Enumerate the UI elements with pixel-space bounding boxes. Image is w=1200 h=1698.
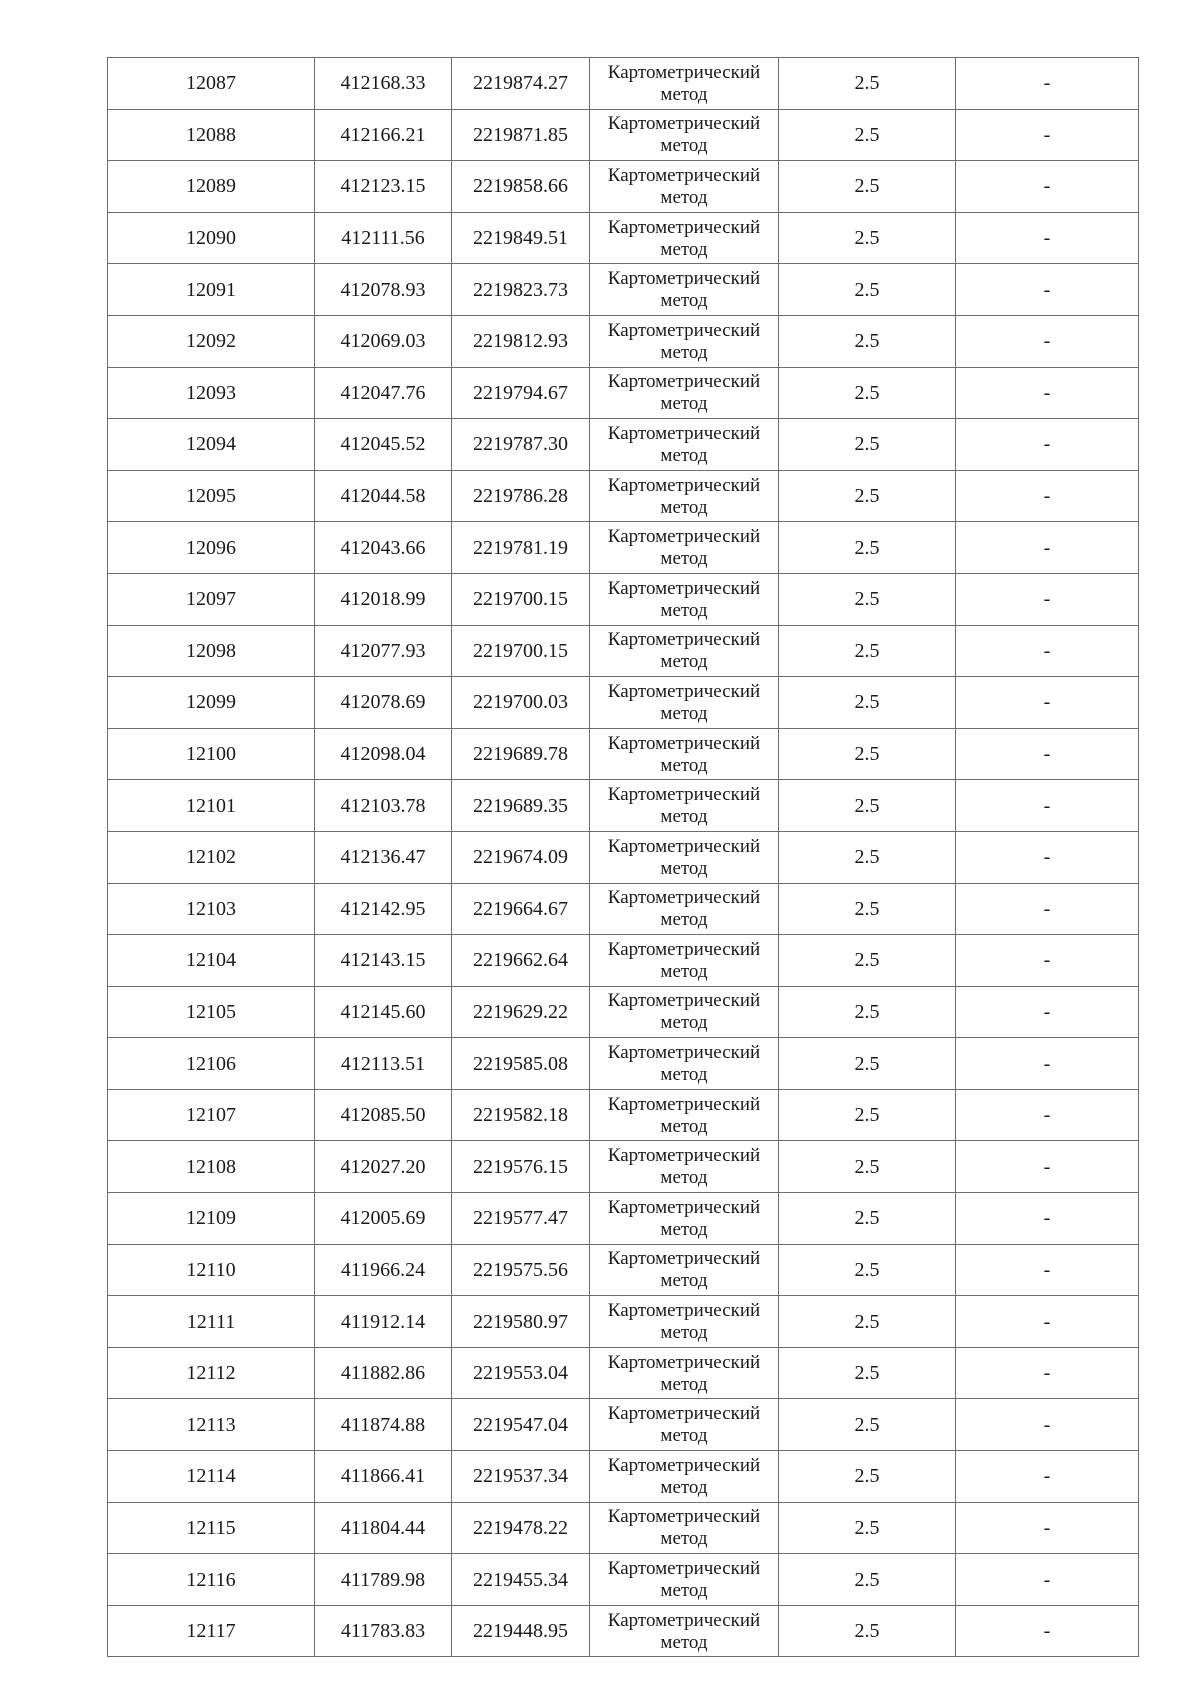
method-line-1: Картометрический	[607, 371, 761, 393]
method-line-2: метод	[660, 651, 708, 673]
table-row	[108, 161, 1139, 213]
accuracy-cell: 2.5	[779, 935, 956, 987]
x-coordinate-cell: 412085.50	[315, 1089, 452, 1141]
method-cell	[590, 419, 779, 471]
note-cell: -	[956, 780, 1139, 832]
accuracy-cell: 2.5	[779, 986, 956, 1038]
accuracy-cell: 2.5	[779, 1089, 956, 1141]
x-coordinate-cell: 412078.69	[315, 677, 452, 729]
method-line-1: Картометрический	[607, 784, 761, 806]
method-cell	[590, 161, 779, 213]
method-cell	[590, 1347, 779, 1399]
method-cell	[590, 935, 779, 987]
method-line-1: Картометрический	[607, 216, 761, 238]
y-coordinate-cell: 2219781.19	[452, 522, 590, 574]
method-cell	[590, 1502, 779, 1554]
method-line-1: Картометрический	[607, 164, 761, 186]
y-coordinate-cell: 2219629.22	[452, 986, 590, 1038]
accuracy-cell: 2.5	[779, 1554, 956, 1606]
method-cell	[590, 1605, 779, 1657]
table-row	[108, 419, 1139, 471]
y-coordinate-cell: 2219689.78	[452, 728, 590, 780]
x-coordinate-cell: 412136.47	[315, 831, 452, 883]
y-coordinate-cell: 2219700.03	[452, 677, 590, 729]
point-number-cell: 12102	[108, 831, 315, 883]
accuracy-cell: 2.5	[779, 315, 956, 367]
method-line-1: Картометрический	[607, 887, 761, 909]
x-coordinate-cell: 412077.93	[315, 625, 452, 677]
table-row	[108, 109, 1139, 161]
method-line-2: метод	[660, 186, 708, 208]
accuracy-cell: 2.5	[779, 109, 956, 161]
note-cell: -	[956, 1451, 1139, 1503]
point-number-cell: 12108	[108, 1141, 315, 1193]
y-coordinate-cell: 2219823.73	[452, 264, 590, 316]
table-row	[108, 1296, 1139, 1348]
method-cell	[590, 831, 779, 883]
x-coordinate-cell: 412043.66	[315, 522, 452, 574]
coordinates-table	[107, 57, 1139, 1657]
note-cell: -	[956, 935, 1139, 987]
x-coordinate-cell: 411874.88	[315, 1399, 452, 1451]
table-row	[108, 728, 1139, 780]
y-coordinate-cell: 2219537.34	[452, 1451, 590, 1503]
method-line-1: Картометрический	[607, 474, 761, 496]
table-row	[108, 212, 1139, 264]
y-coordinate-cell: 2219874.27	[452, 58, 590, 110]
x-coordinate-cell: 412123.15	[315, 161, 452, 213]
note-cell: -	[956, 831, 1139, 883]
table-row	[108, 1502, 1139, 1554]
point-number-cell: 12115	[108, 1502, 315, 1554]
method-cell	[590, 1296, 779, 1348]
x-coordinate-cell: 412069.03	[315, 315, 452, 367]
method-line-2: метод	[660, 754, 708, 776]
table-row	[108, 625, 1139, 677]
method-line-2: метод	[660, 909, 708, 931]
method-line-2: метод	[660, 1115, 708, 1137]
accuracy-cell: 2.5	[779, 1038, 956, 1090]
method-line-2: метод	[660, 857, 708, 879]
method-cell	[590, 1141, 779, 1193]
method-cell	[590, 780, 779, 832]
point-number-cell: 12114	[108, 1451, 315, 1503]
table-row	[108, 573, 1139, 625]
method-line-2: метод	[660, 238, 708, 260]
method-line-2: метод	[660, 1631, 708, 1653]
table-row	[108, 883, 1139, 935]
note-cell: -	[956, 1399, 1139, 1451]
note-cell: -	[956, 677, 1139, 729]
note-cell: -	[956, 58, 1139, 110]
accuracy-cell: 2.5	[779, 1399, 956, 1451]
table-row	[108, 986, 1139, 1038]
method-line-2: метод	[660, 1528, 708, 1550]
y-coordinate-cell: 2219478.22	[452, 1502, 590, 1554]
note-cell: -	[956, 1502, 1139, 1554]
method-line-2: метод	[660, 1322, 708, 1344]
accuracy-cell: 2.5	[779, 625, 956, 677]
note-cell: -	[956, 1141, 1139, 1193]
y-coordinate-cell: 2219700.15	[452, 625, 590, 677]
method-line-2: метод	[660, 393, 708, 415]
method-line-1: Картометрический	[607, 526, 761, 548]
note-cell: -	[956, 419, 1139, 471]
y-coordinate-cell: 2219553.04	[452, 1347, 590, 1399]
table-row	[108, 1347, 1139, 1399]
method-cell	[590, 677, 779, 729]
x-coordinate-cell: 412143.15	[315, 935, 452, 987]
point-number-cell: 12093	[108, 367, 315, 419]
method-line-2: метод	[660, 1476, 708, 1498]
accuracy-cell: 2.5	[779, 522, 956, 574]
method-cell	[590, 58, 779, 110]
x-coordinate-cell: 411783.83	[315, 1605, 452, 1657]
y-coordinate-cell: 2219689.35	[452, 780, 590, 832]
method-cell	[590, 1554, 779, 1606]
method-line-2: метод	[660, 341, 708, 363]
method-cell	[590, 264, 779, 316]
x-coordinate-cell: 412145.60	[315, 986, 452, 1038]
accuracy-cell: 2.5	[779, 780, 956, 832]
x-coordinate-cell: 412103.78	[315, 780, 452, 832]
accuracy-cell: 2.5	[779, 470, 956, 522]
point-number-cell: 12104	[108, 935, 315, 987]
method-line-1: Картометрический	[607, 61, 761, 83]
x-coordinate-cell: 411912.14	[315, 1296, 452, 1348]
note-cell: -	[956, 1089, 1139, 1141]
accuracy-cell: 2.5	[779, 161, 956, 213]
accuracy-cell: 2.5	[779, 1193, 956, 1245]
method-cell	[590, 986, 779, 1038]
method-cell	[590, 728, 779, 780]
method-cell	[590, 1089, 779, 1141]
point-number-cell: 12116	[108, 1554, 315, 1606]
method-line-1: Картометрический	[607, 1042, 761, 1064]
table-row	[108, 780, 1139, 832]
point-number-cell: 12087	[108, 58, 315, 110]
point-number-cell: 12106	[108, 1038, 315, 1090]
point-number-cell: 12094	[108, 419, 315, 471]
method-line-1: Картометрический	[607, 1609, 761, 1631]
accuracy-cell: 2.5	[779, 1347, 956, 1399]
table-row	[108, 1554, 1139, 1606]
y-coordinate-cell: 2219585.08	[452, 1038, 590, 1090]
x-coordinate-cell: 412142.95	[315, 883, 452, 935]
method-line-2: метод	[660, 960, 708, 982]
note-cell: -	[956, 315, 1139, 367]
x-coordinate-cell: 411789.98	[315, 1554, 452, 1606]
method-line-2: метод	[660, 1580, 708, 1602]
point-number-cell: 12107	[108, 1089, 315, 1141]
method-line-2: метод	[660, 806, 708, 828]
y-coordinate-cell: 2219871.85	[452, 109, 590, 161]
coordinates-table-body	[108, 58, 1139, 1657]
method-cell	[590, 1038, 779, 1090]
note-cell: -	[956, 1193, 1139, 1245]
x-coordinate-cell: 411882.86	[315, 1347, 452, 1399]
accuracy-cell: 2.5	[779, 1244, 956, 1296]
x-coordinate-cell: 412045.52	[315, 419, 452, 471]
note-cell: -	[956, 1347, 1139, 1399]
method-cell	[590, 1244, 779, 1296]
note-cell: -	[956, 1296, 1139, 1348]
note-cell: -	[956, 264, 1139, 316]
table-row	[108, 522, 1139, 574]
point-number-cell: 12099	[108, 677, 315, 729]
y-coordinate-cell: 2219787.30	[452, 419, 590, 471]
accuracy-cell: 2.5	[779, 1502, 956, 1554]
table-row	[108, 1605, 1139, 1657]
method-cell	[590, 109, 779, 161]
point-number-cell: 12117	[108, 1605, 315, 1657]
table-row	[108, 1244, 1139, 1296]
point-number-cell: 12088	[108, 109, 315, 161]
y-coordinate-cell: 2219674.09	[452, 831, 590, 883]
accuracy-cell: 2.5	[779, 728, 956, 780]
table-row	[108, 1451, 1139, 1503]
table-row	[108, 264, 1139, 316]
point-number-cell: 12101	[108, 780, 315, 832]
method-line-2: метод	[660, 599, 708, 621]
method-line-1: Картометрический	[607, 1196, 761, 1218]
point-number-cell: 12091	[108, 264, 315, 316]
x-coordinate-cell: 412018.99	[315, 573, 452, 625]
method-line-1: Картометрический	[607, 422, 761, 444]
y-coordinate-cell: 2219547.04	[452, 1399, 590, 1451]
note-cell: -	[956, 1244, 1139, 1296]
y-coordinate-cell: 2219849.51	[452, 212, 590, 264]
accuracy-cell: 2.5	[779, 1451, 956, 1503]
x-coordinate-cell: 411966.24	[315, 1244, 452, 1296]
method-cell	[590, 1399, 779, 1451]
point-number-cell: 12110	[108, 1244, 315, 1296]
table-row	[108, 1038, 1139, 1090]
note-cell: -	[956, 728, 1139, 780]
method-line-1: Картометрический	[607, 732, 761, 754]
method-cell	[590, 522, 779, 574]
x-coordinate-cell: 412113.51	[315, 1038, 452, 1090]
method-line-2: метод	[660, 83, 708, 105]
y-coordinate-cell: 2219448.95	[452, 1605, 590, 1657]
y-coordinate-cell: 2219858.66	[452, 161, 590, 213]
point-number-cell: 12113	[108, 1399, 315, 1451]
y-coordinate-cell: 2219794.67	[452, 367, 590, 419]
note-cell: -	[956, 212, 1139, 264]
method-line-1: Картометрический	[607, 1403, 761, 1425]
method-cell	[590, 1451, 779, 1503]
method-line-1: Картометрический	[607, 1145, 761, 1167]
point-number-cell: 12090	[108, 212, 315, 264]
point-number-cell: 12089	[108, 161, 315, 213]
table-row	[108, 1141, 1139, 1193]
method-line-1: Картометрический	[607, 938, 761, 960]
x-coordinate-cell: 412005.69	[315, 1193, 452, 1245]
note-cell: -	[956, 1605, 1139, 1657]
method-cell	[590, 625, 779, 677]
method-line-2: метод	[660, 1218, 708, 1240]
method-line-1: Картометрический	[607, 1248, 761, 1270]
x-coordinate-cell: 412078.93	[315, 264, 452, 316]
y-coordinate-cell: 2219455.34	[452, 1554, 590, 1606]
method-line-1: Картометрический	[607, 577, 761, 599]
method-line-2: метод	[660, 1373, 708, 1395]
y-coordinate-cell: 2219812.93	[452, 315, 590, 367]
y-coordinate-cell: 2219576.15	[452, 1141, 590, 1193]
method-line-1: Картометрический	[607, 268, 761, 290]
method-line-1: Картометрический	[607, 1093, 761, 1115]
accuracy-cell: 2.5	[779, 212, 956, 264]
method-line-2: метод	[660, 496, 708, 518]
y-coordinate-cell: 2219662.64	[452, 935, 590, 987]
method-line-2: метод	[660, 1425, 708, 1447]
method-line-2: метод	[660, 1167, 708, 1189]
table-row	[108, 1089, 1139, 1141]
point-number-cell: 12098	[108, 625, 315, 677]
accuracy-cell: 2.5	[779, 367, 956, 419]
accuracy-cell: 2.5	[779, 1605, 956, 1657]
method-cell	[590, 315, 779, 367]
method-cell	[590, 883, 779, 935]
x-coordinate-cell: 412168.33	[315, 58, 452, 110]
accuracy-cell: 2.5	[779, 419, 956, 471]
method-line-2: метод	[660, 1012, 708, 1034]
method-line-2: метод	[660, 135, 708, 157]
method-line-2: метод	[660, 702, 708, 724]
note-cell: -	[956, 1038, 1139, 1090]
point-number-cell: 12097	[108, 573, 315, 625]
method-line-1: Картометрический	[607, 835, 761, 857]
y-coordinate-cell: 2219577.47	[452, 1193, 590, 1245]
point-number-cell: 12112	[108, 1347, 315, 1399]
y-coordinate-cell: 2219582.18	[452, 1089, 590, 1141]
note-cell: -	[956, 161, 1139, 213]
note-cell: -	[956, 470, 1139, 522]
method-cell	[590, 470, 779, 522]
x-coordinate-cell: 412044.58	[315, 470, 452, 522]
accuracy-cell: 2.5	[779, 1141, 956, 1193]
x-coordinate-cell: 411866.41	[315, 1451, 452, 1503]
method-cell	[590, 367, 779, 419]
note-cell: -	[956, 573, 1139, 625]
method-line-1: Картометрический	[607, 629, 761, 651]
point-number-cell: 12105	[108, 986, 315, 1038]
accuracy-cell: 2.5	[779, 677, 956, 729]
x-coordinate-cell: 412047.76	[315, 367, 452, 419]
table-row	[108, 315, 1139, 367]
method-line-1: Картометрический	[607, 113, 761, 135]
accuracy-cell: 2.5	[779, 883, 956, 935]
method-cell	[590, 212, 779, 264]
note-cell: -	[956, 883, 1139, 935]
x-coordinate-cell: 412098.04	[315, 728, 452, 780]
x-coordinate-cell: 411804.44	[315, 1502, 452, 1554]
accuracy-cell: 2.5	[779, 264, 956, 316]
y-coordinate-cell: 2219664.67	[452, 883, 590, 935]
y-coordinate-cell: 2219580.97	[452, 1296, 590, 1348]
method-line-2: метод	[660, 1064, 708, 1086]
y-coordinate-cell: 2219575.56	[452, 1244, 590, 1296]
point-number-cell: 12103	[108, 883, 315, 935]
x-coordinate-cell: 412111.56	[315, 212, 452, 264]
table-row	[108, 1193, 1139, 1245]
method-line-1: Картометрический	[607, 1558, 761, 1580]
table-row	[108, 58, 1139, 110]
accuracy-cell: 2.5	[779, 831, 956, 883]
accuracy-cell: 2.5	[779, 573, 956, 625]
method-line-2: метод	[660, 1270, 708, 1292]
note-cell: -	[956, 625, 1139, 677]
table-row	[108, 935, 1139, 987]
note-cell: -	[956, 986, 1139, 1038]
note-cell: -	[956, 522, 1139, 574]
note-cell: -	[956, 1554, 1139, 1606]
note-cell: -	[956, 367, 1139, 419]
accuracy-cell: 2.5	[779, 58, 956, 110]
x-coordinate-cell: 412027.20	[315, 1141, 452, 1193]
method-cell	[590, 1193, 779, 1245]
table-row	[108, 367, 1139, 419]
method-line-2: метод	[660, 290, 708, 312]
method-line-2: метод	[660, 444, 708, 466]
method-line-1: Картометрический	[607, 990, 761, 1012]
method-line-1: Картометрический	[607, 680, 761, 702]
point-number-cell: 12092	[108, 315, 315, 367]
point-number-cell: 12109	[108, 1193, 315, 1245]
point-number-cell: 12096	[108, 522, 315, 574]
table-row	[108, 831, 1139, 883]
table-row	[108, 677, 1139, 729]
y-coordinate-cell: 2219700.15	[452, 573, 590, 625]
accuracy-cell: 2.5	[779, 1296, 956, 1348]
x-coordinate-cell: 412166.21	[315, 109, 452, 161]
method-cell	[590, 573, 779, 625]
method-line-1: Картометрический	[607, 1506, 761, 1528]
table-row	[108, 470, 1139, 522]
method-line-1: Картометрический	[607, 319, 761, 341]
point-number-cell: 12111	[108, 1296, 315, 1348]
method-line-1: Картометрический	[607, 1351, 761, 1373]
method-line-2: метод	[660, 548, 708, 570]
method-line-1: Картометрический	[607, 1300, 761, 1322]
y-coordinate-cell: 2219786.28	[452, 470, 590, 522]
point-number-cell: 12095	[108, 470, 315, 522]
table-row	[108, 1399, 1139, 1451]
method-line-1: Картометрический	[607, 1454, 761, 1476]
point-number-cell: 12100	[108, 728, 315, 780]
note-cell: -	[956, 109, 1139, 161]
